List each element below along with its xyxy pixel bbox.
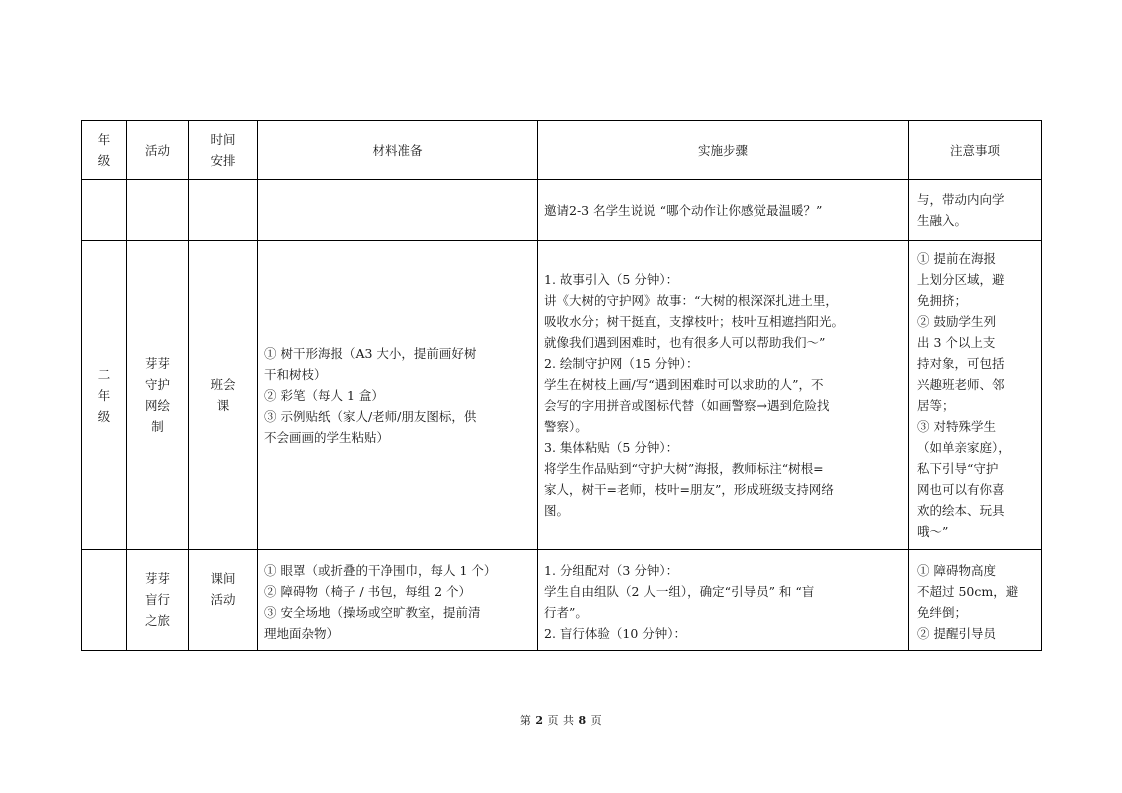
header-steps: 实施步骤 xyxy=(538,121,909,180)
activity-plan-table xyxy=(81,120,1042,651)
text-line: 年 xyxy=(97,387,111,403)
text-line: 二 xyxy=(97,366,111,382)
text-line: ② 彩笔（每人 1 盒） xyxy=(264,387,384,403)
text-line: 班会 xyxy=(210,377,236,392)
cell-materials xyxy=(258,241,538,550)
text-line: 网也可以有你喜 xyxy=(917,482,1005,497)
text-line: 将学生作品贴到“守护大树”海报，教师标注“树根= xyxy=(544,461,824,476)
table-row xyxy=(82,180,1042,241)
text-line: ② 障碍物（椅子 / 书包，每组 2 个） xyxy=(264,584,472,599)
header-materials: 材料准备 xyxy=(258,121,538,180)
text-line: 1. 故事引入（5 分钟）： xyxy=(544,272,679,287)
cell-activity xyxy=(127,550,189,651)
footer-page-number: 2 xyxy=(535,714,544,727)
header-grade-line: 年 xyxy=(97,132,111,147)
text-line: 1. 分组配对（3 分钟）： xyxy=(544,563,679,578)
header-time-line: 时间 xyxy=(210,132,236,147)
text-line: ③ 对特殊学生 xyxy=(917,419,996,434)
text-line: 邀请2-3 名学生说说 “哪个动作让你感觉最温暖？” xyxy=(544,202,823,218)
text-line: 出 3 个以上支 xyxy=(917,335,996,350)
text-line: 理地面杂物） xyxy=(264,626,340,641)
table-header-row xyxy=(82,121,1042,180)
header-time-line: 安排 xyxy=(210,153,236,168)
text-line: 2. 盲行体验（10 分钟）： xyxy=(544,626,687,641)
text-line: ② 提醒引导员 xyxy=(917,626,996,641)
header-notes: 注意事项 xyxy=(909,121,1042,180)
footer-total-pages: 8 xyxy=(578,714,587,727)
text-line: 不会画画的学生粘贴） xyxy=(264,429,390,445)
cell-notes xyxy=(909,180,1042,241)
text-line: 课间 xyxy=(210,571,236,586)
text-line: 居等； xyxy=(917,398,955,413)
text-line: 讲《大树的守护网》故事：“大树的根深深扎进土里， xyxy=(544,293,838,308)
text-line: ① 眼罩（或折叠的干净围巾，每人 1 个） xyxy=(264,563,497,578)
text-line: 家人，树干=老师，枝叶=朋友”，形成班级支持网络 xyxy=(544,482,834,497)
text-line: 守护 xyxy=(144,377,170,392)
text-line: 不超过 50cm，避 xyxy=(917,584,1019,599)
text-line: 2. 绘制守护网（15 分钟）： xyxy=(544,356,699,371)
text-line: 课 xyxy=(216,398,230,413)
text-line: 上划分区域，避 xyxy=(917,272,1005,287)
text-line: 3. 集体粘贴（5 分钟）： xyxy=(544,440,679,455)
text-line: 盲行 xyxy=(144,592,170,607)
text-line: 干和树枝） xyxy=(264,366,327,382)
text-line: 免拥挤； xyxy=(917,293,968,308)
footer-suffix: 页 xyxy=(590,714,603,727)
text-line: 行者”。 xyxy=(544,605,588,620)
text-line: 哦～” xyxy=(917,524,949,539)
text-line: 制 xyxy=(151,419,164,434)
text-line: 学生自由组队（2 人一组），确定“引导员” 和 “盲 xyxy=(544,584,815,599)
text-line: ③ 示例贴纸（家人/老师/朋友图标，供 xyxy=(264,408,477,424)
text-line: 持对象，可包括 xyxy=(917,356,1005,371)
page-footer xyxy=(0,712,1122,728)
text-line: 网绘 xyxy=(144,398,170,413)
text-line: 芽芽 xyxy=(144,356,170,371)
header-grade xyxy=(82,121,127,180)
cell-grade xyxy=(82,241,127,550)
table-row xyxy=(82,550,1042,651)
cell-steps xyxy=(538,180,909,241)
text-line: ③ 安全场地（操场或空旷教室，提前清 xyxy=(264,605,481,620)
text-line: 吸收水分；树干挺直，支撑枝叶；枝叶互相遮挡阳光。 xyxy=(544,314,845,329)
text-line: （如单亲家庭）， xyxy=(917,440,1011,455)
text-line: 与，带动内向学 xyxy=(917,192,1005,207)
footer-prefix: 第 xyxy=(519,714,532,727)
text-line: 私下引导“守护 xyxy=(917,461,999,476)
text-line: ① 障碍物高度 xyxy=(917,563,996,578)
cell-activity xyxy=(127,180,189,241)
text-line: 欢的绘本、玩具 xyxy=(917,503,1005,518)
text-line: ② 鼓励学生列 xyxy=(917,314,996,329)
text-line: 级 xyxy=(97,408,111,424)
cell-activity xyxy=(127,241,189,550)
cell-steps xyxy=(538,550,909,651)
text-line: 学生在树枝上画/写“遇到困难时可以求助的人”，不 xyxy=(544,377,824,392)
cell-notes xyxy=(909,241,1042,550)
header-activity: 活动 xyxy=(127,121,189,180)
text-line: 之旅 xyxy=(144,613,170,628)
text-line: 芽芽 xyxy=(144,571,170,586)
text-line: 生融入。 xyxy=(917,213,968,228)
text-line: 警察）。 xyxy=(544,419,588,434)
cell-notes xyxy=(909,550,1042,651)
cell-materials xyxy=(258,550,538,651)
text-line: 活动 xyxy=(210,592,236,607)
cell-materials xyxy=(258,180,538,241)
footer-middle: 页 共 xyxy=(547,714,575,727)
text-line: 会写的字用拼音或图标代替（如画警察→遇到危险找 xyxy=(544,398,830,413)
header-time xyxy=(189,121,258,180)
cell-grade xyxy=(82,550,127,651)
cell-steps xyxy=(538,241,909,550)
text-line: 就像我们遇到困难时，也有很多人可以帮助我们～” xyxy=(544,335,826,350)
table-row xyxy=(82,241,1042,550)
cell-grade xyxy=(82,180,127,241)
text-line: ① 树干形海报（A3 大小，提前画好树 xyxy=(264,345,477,361)
text-line: 图。 xyxy=(544,503,570,518)
header-grade-line: 级 xyxy=(97,153,111,168)
cell-time xyxy=(189,241,258,550)
text-line: ① 提前在海报 xyxy=(917,251,996,266)
cell-time xyxy=(189,180,258,241)
cell-time xyxy=(189,550,258,651)
text-line: 免绊倒； xyxy=(917,605,968,620)
text-line: 兴趣班老师、邻 xyxy=(917,377,1005,392)
